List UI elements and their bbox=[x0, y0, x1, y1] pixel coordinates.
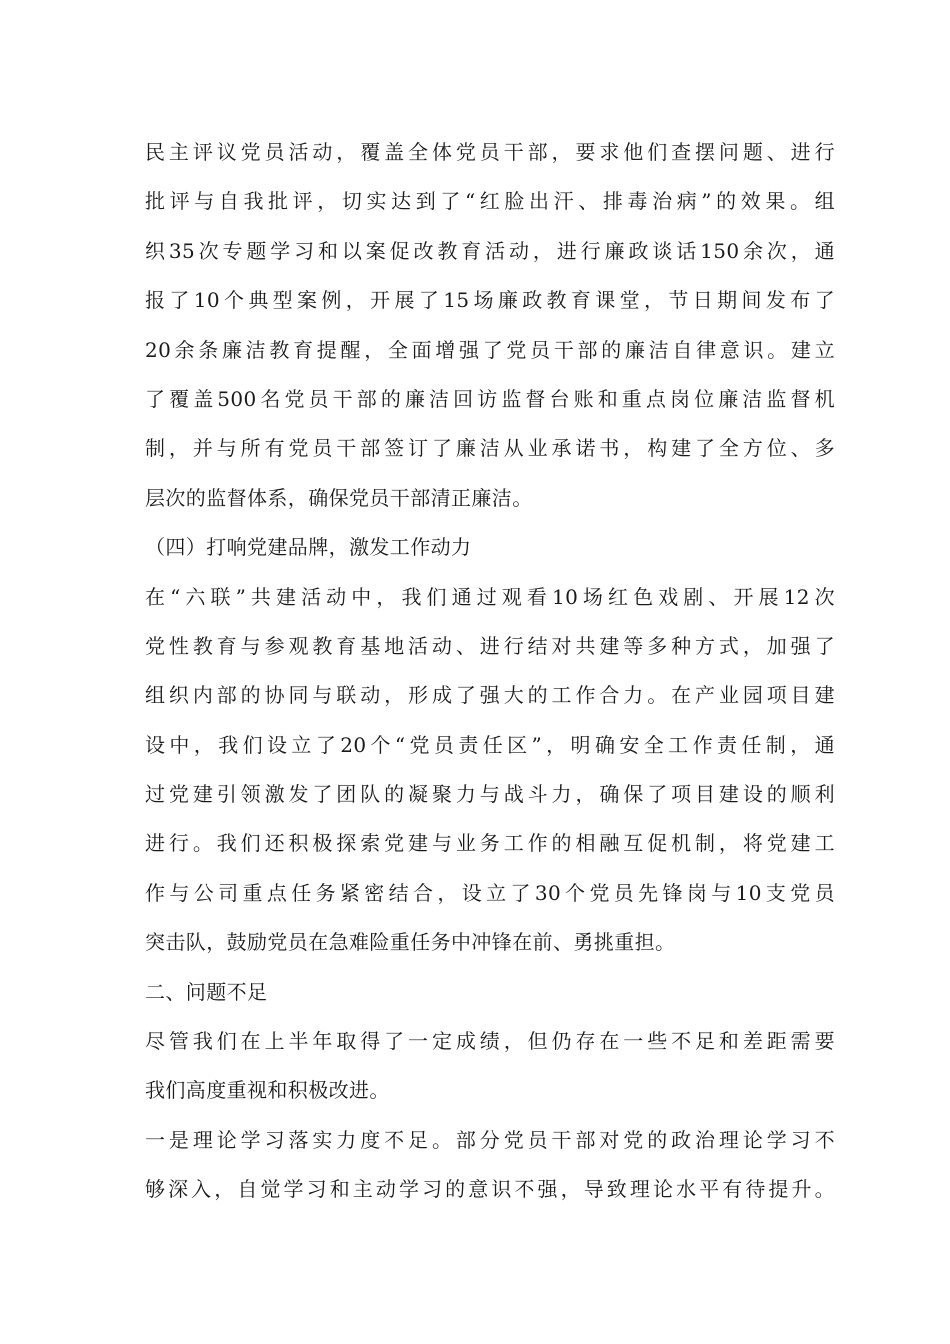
section-heading: 二、问题不足 bbox=[145, 979, 268, 1004]
text-line: 进行。我们还积极探索党建与业务工作的相融互促机制，将党建工 bbox=[145, 831, 835, 856]
text-line: 党性教育与参观教育基地活动、进行结对共建等多种方式，加强了 bbox=[145, 633, 835, 658]
text-line: 过党建引领激发了团队的凝聚力与战斗力，确保了项目建设的顺利 bbox=[145, 782, 835, 807]
text-line: 批评与自我批评，切实达到了“红脸出汗、排毒治病”的效果。组 bbox=[145, 189, 835, 214]
text-line: 织35次专题学习和以案促改教育活动，进行廉政谈话150余次，通 bbox=[145, 238, 835, 263]
text-line: 作与公司重点任务紧密结合，设立了30个党员先锋岗与10支党员 bbox=[145, 880, 835, 905]
text-line: 我们高度重视和积极改进。 bbox=[145, 1078, 390, 1103]
text-line: 了覆盖500名党员干部的廉洁回访监督台账和重点岗位廉洁监督机 bbox=[145, 386, 835, 411]
text-line: 报了10个典型案例，开展了15场廉政教育课堂，节日期间发布了 bbox=[145, 288, 835, 313]
section-heading: （四）打响党建品牌，激发工作动力 bbox=[145, 535, 472, 560]
text-line: 突击队，鼓励党员在急难险重任务中冲锋在前、勇挑重担。 bbox=[145, 930, 676, 955]
text-line: 20余条廉洁教育提醒，全面增强了党员干部的廉洁自律意识。建立 bbox=[145, 337, 835, 362]
text-line: 设中，我们设立了20个“党员责任区”，明确安全工作责任制，通 bbox=[145, 732, 835, 757]
text-line: 尽管我们在上半年取得了一定成绩，但仍存在一些不足和差距需要 bbox=[145, 1029, 835, 1054]
text-line: 层次的监督体系，确保党员干部清正廉洁。 bbox=[145, 485, 533, 510]
text-line: 够深入，自觉学习和主动学习的意识不强，导致理论水平有待提升。 bbox=[145, 1177, 835, 1202]
text-line: 民主评议党员活动，覆盖全体党员干部，要求他们查摆问题、进行 bbox=[145, 140, 835, 164]
text-line: 组织内部的协同与联动，形成了强大的工作合力。在产业园项目建 bbox=[145, 683, 835, 708]
text-line: 一是理论学习落实力度不足。部分党员干部对党的政治理论学习不 bbox=[145, 1127, 835, 1152]
text-line: 在“六联”共建活动中，我们通过观看10场红色戏剧、开展12次 bbox=[145, 584, 835, 609]
text-line: 制，并与所有党员干部签订了廉洁从业承诺书，构建了全方位、多 bbox=[145, 436, 835, 461]
document-body bbox=[145, 128, 835, 1215]
